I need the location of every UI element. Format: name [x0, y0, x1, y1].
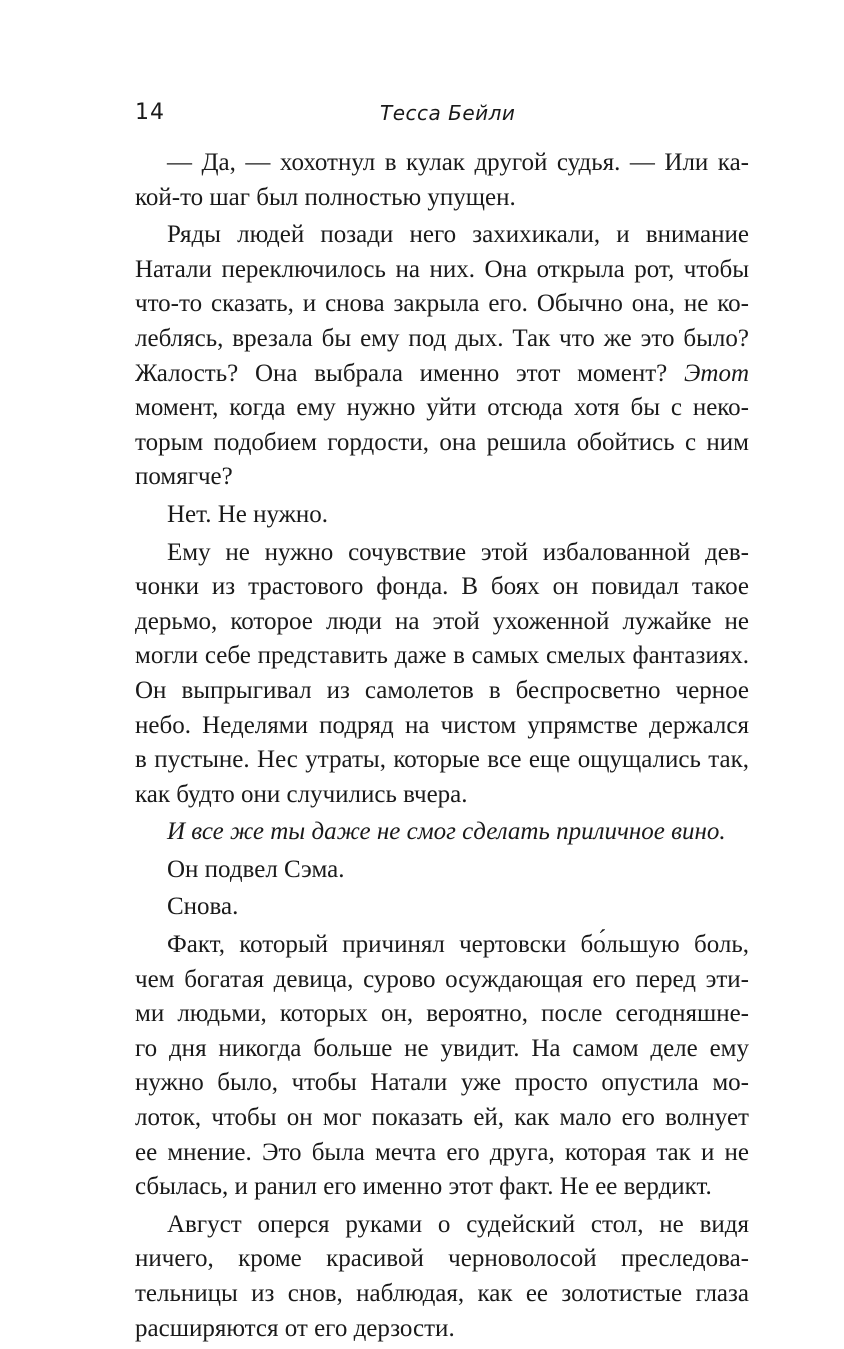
text-line: ничего, кроме красивой черноволосой преследова-: [135, 1245, 749, 1273]
text-line: Он выпрыгивал из самолетов в беспросветно черное: [135, 676, 749, 704]
running-head: [135, 100, 709, 134]
paragraph-4: [135, 536, 749, 813]
text-line: ее мнение. Это была мечта его друга, которая так и не: [135, 1138, 749, 1166]
text-line: Снова.: [167, 893, 239, 921]
text-line: Ряды людей позади него захихикали, и внимание: [167, 221, 749, 249]
text-line: лоток, чтобы он мог показать ей, как мало его волнует: [135, 1104, 749, 1132]
running-head-author: Тесса Бейли: [380, 101, 516, 125]
paragraph-9: [135, 1208, 749, 1346]
text-line: в пустыне. Нес утраты, которые все еще ощущались так,: [135, 746, 749, 774]
text-line: Натали переключилось на них. Она открыла рот, чтобы: [135, 255, 749, 283]
text-line: расширяются от его дерзости.: [135, 1314, 455, 1342]
text-segment: Жалость? Она выбрала именно этот момент?: [135, 359, 685, 387]
text-line: ми людьми, которых он, вероятно, после сегодняшне-: [135, 1000, 749, 1028]
italic-word: Этот: [684, 359, 749, 387]
text-line: как будто они случились вчера.: [135, 780, 468, 808]
text-line: Факт, который причинял чертовски бо́льшую боль,: [167, 931, 749, 959]
text-line: чем богатая девица, сурово осуждающая его перед эти-: [135, 965, 749, 993]
paragraph-3: [135, 498, 749, 533]
page-number: 14: [135, 100, 165, 125]
text-line: помягче?: [135, 463, 233, 491]
text-line: небо. Неделями подряд на чистом упрямстве держался: [135, 711, 749, 739]
paragraph-1: [135, 146, 749, 215]
text-line: кой-то шаг был полностью упущен.: [135, 183, 516, 211]
text-line: торым подобием гордости, она решила обойтись с ним: [135, 428, 749, 456]
text-line: могли себе представить даже в самых смелых фантазиях.: [135, 642, 749, 670]
text-line: Он подвел Сэма.: [167, 855, 345, 883]
text-line: И все же ты даже не смог сделать приличное вино.: [167, 818, 726, 846]
text-line: сбылась, и ранил его именно этот факт. Не ее вердикт.: [135, 1173, 712, 1201]
text-line: го дня никогда больше не увидит. На самом деле ему: [135, 1034, 749, 1062]
text-line: Нет. Не нужно.: [167, 500, 329, 528]
text-line: момент, когда ему нужно уйти отсюда хотя бы с неко-: [135, 394, 749, 422]
paragraph-6: [135, 853, 749, 888]
paragraph-8: [135, 928, 749, 1205]
paragraph-2: [135, 218, 749, 495]
text-line: Август оперся руками о судейский стол, не видя: [167, 1210, 749, 1238]
text-line: [135, 357, 749, 392]
text-line: чонки из трастового фонда. В боях он повидал такое: [135, 573, 749, 601]
body-text: [135, 146, 749, 1349]
text-line: дерьмо, которое люди на этой ухоженной лужайке не: [135, 607, 749, 635]
paragraph-5-italic: [135, 815, 749, 850]
text-line: что-то сказать, и снова закрыла его. Обычно она, не ко-: [135, 290, 749, 318]
text-line: нужно было, чтобы Натали уже просто опустила мо-: [135, 1069, 749, 1097]
text-line: — Да, — хохотнул в кулак другой судья. — Или ка-: [167, 149, 749, 176]
paragraph-7: [135, 890, 749, 925]
text-line: Ему не нужно сочувствие этой избалованной дев-: [167, 538, 749, 566]
text-line: леблясь, врезала бы ему под дых. Так что же это было?: [135, 324, 749, 352]
text-line: тельницы из снов, наблюдая, как ее золотистые глаза: [135, 1280, 749, 1307]
